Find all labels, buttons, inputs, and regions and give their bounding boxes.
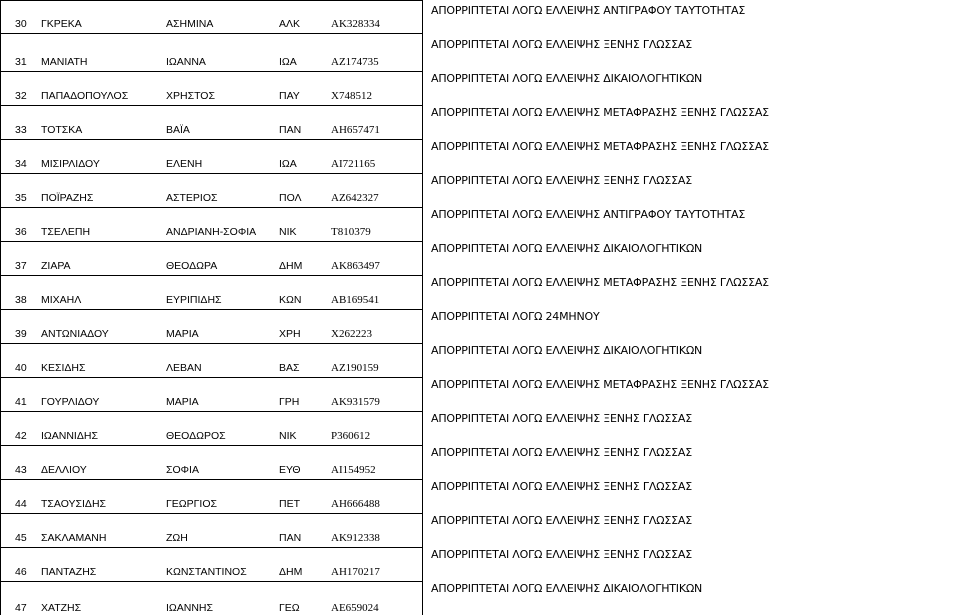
rejection-reason: ΑΠΟΡΡΙΠΤΕΤΑΙ ΛΟΓΩ ΕΛΛΕΙΨΗΣ ΑΝΤΙΓΡΑΦΟΥ ΤΑΥΤΟΤΗΤΑΣ [431,4,746,17]
id-number-cell: ΑΚ912338 [331,532,380,544]
first-name-cell: ΘΕΟΔΩΡΑ [166,260,218,272]
row-number: 40 [15,362,27,374]
id-number-cell: ΑΗ170217 [331,566,380,578]
first-name-cell: ΕΥΡΙΠΙΔΗΣ [166,294,222,306]
id-number-cell: Τ810379 [331,226,371,238]
table-row [1,106,422,140]
table-row [1,276,422,310]
row-number: 39 [15,328,27,340]
surname-cell: ΔΕΛΛΙΟΥ [41,464,87,476]
id-number-cell: ΑΖ190159 [331,362,379,374]
row-number: 43 [15,464,27,476]
surname-cell: ΙΩΑΝΝΙΔΗΣ [41,430,98,442]
first-name-cell: ΑΝΔΡΙΑΝΗ-ΣΟΦΙΑ [166,226,257,238]
first-name-cell: ΙΩΑΝΝΗΣ [166,602,214,614]
surname-cell: ΚΕΣΙΔΗΣ [41,362,86,374]
id-number-cell: ΑΗ666488 [331,498,380,510]
applicants-table [0,0,422,615]
id-number-cell: Χ748512 [331,90,372,102]
table-row [1,310,422,344]
row-number: 37 [15,260,27,272]
surname-cell: ΓΚΡΕΚΑ [41,18,82,30]
row-number: 38 [15,294,27,306]
father-name-cell: ΓΡΗ [279,396,300,408]
father-name-cell: ΑΛΚ [279,18,301,30]
table-row [1,0,422,34]
first-name-cell: ΒΑΪΑ [166,124,190,136]
table-row [1,242,422,276]
surname-cell: ΧΑΤΖΗΣ [41,602,82,614]
row-number: 35 [15,192,27,204]
table-row [1,514,422,548]
father-name-cell: ΔΗΜ [279,566,303,578]
id-number-cell: ΑΚ328334 [331,18,380,30]
surname-cell: ΤΣΕΛΕΠΗ [41,226,91,238]
row-number: 34 [15,158,27,170]
rejection-reason: ΑΠΟΡΡΙΠΤΕΤΑΙ ΛΟΓΩ ΕΛΛΕΙΨΗΣ ΞΕΝΗΣ ΓΛΩΣΣΑΣ [431,174,692,187]
table-row [1,140,422,174]
first-name-cell: ΙΩΑΝΝΑ [166,56,206,68]
row-number: 32 [15,90,27,102]
rejection-reason: ΑΠΟΡΡΙΠΤΕΤΑΙ ΛΟΓΩ ΕΛΛΕΙΨΗΣ ΔΙΚΑΙΟΛΟΓΗΤΙΚΩΝ [431,344,703,357]
row-number: 31 [15,56,27,68]
id-number-cell: Ρ360612 [331,430,371,442]
surname-cell: ΠΑΝΤΑΖΗΣ [41,566,97,578]
surname-cell: ΠΑΠΑΔΟΠΟΥΛΟΣ [41,90,129,102]
rejection-reason: ΑΠΟΡΡΙΠΤΕΤΑΙ ΛΟΓΩ ΕΛΛΕΙΨΗΣ ΜΕΤΑΦΡΑΣΗΣ ΞΕΝΗΣ ΓΛΩΣΣΑΣ [431,140,769,153]
table-row [1,378,422,412]
father-name-cell: ΕΥΘ [279,464,301,476]
first-name-cell: ΕΛΕΝΗ [166,158,203,170]
father-name-cell: ΓΕΩ [279,602,300,614]
rejection-reason: ΑΠΟΡΡΙΠΤΕΤΑΙ ΛΟΓΩ ΕΛΛΕΙΨΗΣ ΞΕΝΗΣ ΓΛΩΣΣΑΣ [431,480,692,493]
father-name-cell: ΚΩΝ [279,294,302,306]
row-number: 42 [15,430,27,442]
table-row [1,446,422,480]
first-name-cell: ΧΡΗΣΤΟΣ [166,90,215,102]
rejection-reason: ΑΠΟΡΡΙΠΤΕΤΑΙ ΛΟΓΩ ΕΛΛΕΙΨΗΣ ΞΕΝΗΣ ΓΛΩΣΣΑΣ [431,412,692,425]
surname-cell: ΖΙΑΡΑ [41,260,71,272]
id-number-cell: ΑΙ154952 [331,464,376,476]
id-number-cell: Χ262223 [331,328,372,340]
surname-cell: ΜΙΧΑΗΛ [41,294,82,306]
father-name-cell: ΠΕΤ [279,498,300,510]
id-number-cell: ΑΕ659024 [331,602,379,614]
surname-cell: ΣΑΚΛΑΜΑΝΗ [41,532,107,544]
row-number: 46 [15,566,27,578]
surname-cell: ΤΣΑΟΥΣΙΔΗΣ [41,498,107,510]
id-number-cell: ΑΚ931579 [331,396,380,408]
surname-cell: ΜΑΝΙΑΤΗ [41,56,88,68]
rejection-reason: ΑΠΟΡΡΙΠΤΕΤΑΙ ΛΟΓΩ ΕΛΛΕΙΨΗΣ ΜΕΤΑΦΡΑΣΗΣ ΞΕΝΗΣ ΓΛΩΣΣΑΣ [431,378,769,391]
surname-cell: ΑΝΤΩΝΙΑΔΟΥ [41,328,109,340]
father-name-cell: ΙΩΑ [279,158,297,170]
table-row [1,38,422,72]
first-name-cell: ΑΣΗΜΙΝΑ [166,18,214,30]
row-number: 30 [15,18,27,30]
row-number: 44 [15,498,27,510]
first-name-cell: ΑΣΤΕΡΙΟΣ [166,192,218,204]
first-name-cell: ΓΕΩΡΓΙΟΣ [166,498,217,510]
row-number: 36 [15,226,27,238]
row-number: 45 [15,532,27,544]
rejection-reason: ΑΠΟΡΡΙΠΤΕΤΑΙ ΛΟΓΩ ΕΛΛΕΙΨΗΣ ΑΝΤΙΓΡΑΦΟΥ ΤΑΥΤΟΤΗΤΑΣ [431,208,746,221]
rejection-reason: ΑΠΟΡΡΙΠΤΕΤΑΙ ΛΟΓΩ ΕΛΛΕΙΨΗΣ ΞΕΝΗΣ ΓΛΩΣΣΑΣ [431,548,692,561]
father-name-cell: ΠΑΝ [279,124,302,136]
first-name-cell: ΘΕΟΔΩΡΟΣ [166,430,226,442]
father-name-cell: ΒΑΣ [279,362,300,374]
id-number-cell: ΑΚ863497 [331,260,380,272]
id-number-cell: ΑΙ721165 [331,158,376,170]
row-number: 41 [15,396,27,408]
father-name-cell: ΧΡΗ [279,328,301,340]
surname-cell: ΓΟΥΡΛΙΔΟΥ [41,396,100,408]
rejection-reason: ΑΠΟΡΡΙΠΤΕΤΑΙ ΛΟΓΩ ΕΛΛΕΙΨΗΣ ΔΙΚΑΙΟΛΟΓΗΤΙΚΩΝ [431,72,703,85]
rejection-reason: ΑΠΟΡΡΙΠΤΕΤΑΙ ΛΟΓΩ ΕΛΛΕΙΨΗΣ ΞΕΝΗΣ ΓΛΩΣΣΑΣ [431,514,692,527]
rejection-reason: ΑΠΟΡΡΙΠΤΕΤΑΙ ΛΟΓΩ ΕΛΛΕΙΨΗΣ ΞΕΝΗΣ ΓΛΩΣΣΑΣ [431,446,692,459]
id-number-cell: ΑΖ174735 [331,56,379,68]
father-name-cell: ΔΗΜ [279,260,303,272]
table-row [1,548,422,582]
table-row [1,412,422,446]
surname-cell: ΠΟΪΡΑΖΗΣ [41,192,94,204]
first-name-cell: ΣΟΦΙΑ [166,464,199,476]
id-number-cell: ΑΒ169541 [331,294,380,306]
row-number: 47 [15,602,27,614]
row-number: 33 [15,124,27,136]
table-row [1,480,422,514]
father-name-cell: ΙΩΑ [279,56,297,68]
table-row [1,174,422,208]
surname-cell: ΜΙΣΙΡΛΙΔΟΥ [41,158,100,170]
father-name-cell: ΝΙΚ [279,430,297,442]
father-name-cell: ΠΑΥ [279,90,300,102]
id-number-cell: ΑΖ642327 [331,192,379,204]
first-name-cell: ΜΑΡΙΑ [166,328,199,340]
rejection-reason: ΑΠΟΡΡΙΠΤΕΤΑΙ ΛΟΓΩ ΕΛΛΕΙΨΗΣ ΔΙΚΑΙΟΛΟΓΗΤΙΚΩΝ [431,242,703,255]
first-name-cell: ΜΑΡΙΑ [166,396,199,408]
rejection-reason: ΑΠΟΡΡΙΠΤΕΤΑΙ ΛΟΓΩ ΕΛΛΕΙΨΗΣ ΔΙΚΑΙΟΛΟΓΗΤΙΚΩΝ [431,582,703,595]
first-name-cell: ΖΩΗ [166,532,188,544]
father-name-cell: ΝΙΚ [279,226,297,238]
rejection-reason: ΑΠΟΡΡΙΠΤΕΤΑΙ ΛΟΓΩ ΕΛΛΕΙΨΗΣ ΜΕΤΑΦΡΑΣΗΣ ΞΕΝΗΣ ΓΛΩΣΣΑΣ [431,106,769,119]
surname-cell: ΤΟΤΣΚΑ [41,124,83,136]
table-row [1,582,422,615]
father-name-cell: ΠΟΛ [279,192,302,204]
rejection-reasons-column [423,0,960,615]
first-name-cell: ΚΩΝΣΤΑΝΤΙΝΟΣ [166,566,247,578]
rejection-reason: ΑΠΟΡΡΙΠΤΕΤΑΙ ΛΟΓΩ 24ΜΗΝΟΥ [431,310,600,323]
id-number-cell: ΑΗ657471 [331,124,380,136]
rejection-reason: ΑΠΟΡΡΙΠΤΕΤΑΙ ΛΟΓΩ ΕΛΛΕΙΨΗΣ ΜΕΤΑΦΡΑΣΗΣ ΞΕΝΗΣ ΓΛΩΣΣΑΣ [431,276,769,289]
table-row [1,72,422,106]
father-name-cell: ΠΑΝ [279,532,302,544]
first-name-cell: ΛΕΒΑΝ [166,362,202,374]
table-row [1,208,422,242]
rejection-reason: ΑΠΟΡΡΙΠΤΕΤΑΙ ΛΟΓΩ ΕΛΛΕΙΨΗΣ ΞΕΝΗΣ ΓΛΩΣΣΑΣ [431,38,692,51]
table-row [1,344,422,378]
